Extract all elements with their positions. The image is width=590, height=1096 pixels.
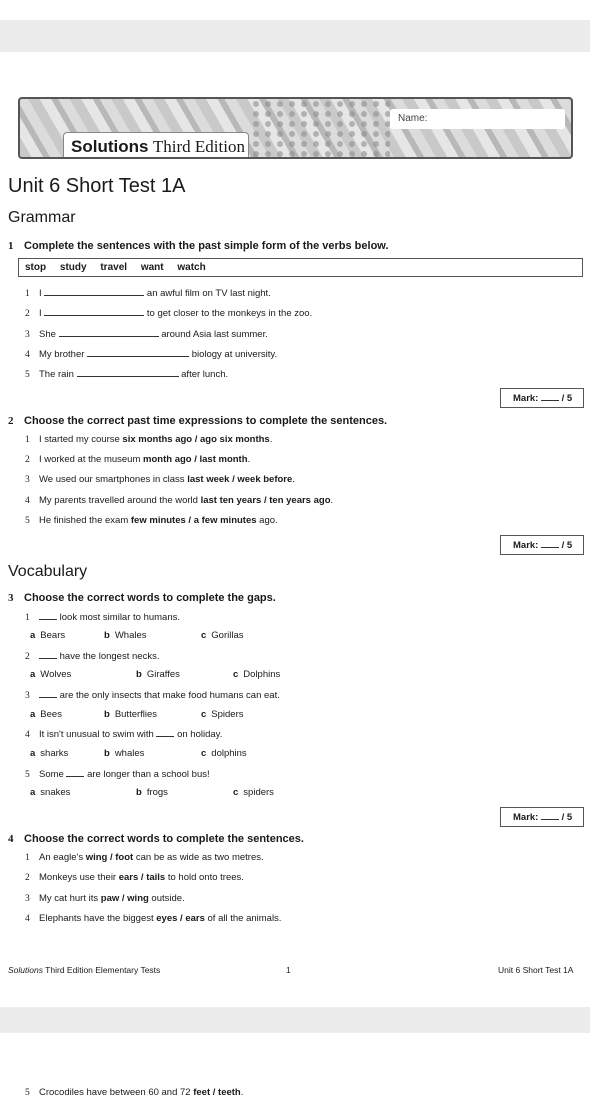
mark-box[interactable]: Mark: / 5 bbox=[500, 388, 584, 408]
answer-choices[interactable]: ears / tails bbox=[118, 872, 166, 883]
mark-box[interactable]: Mark: / 5 bbox=[500, 535, 584, 555]
page-title: Unit 6 Short Test 1A bbox=[8, 175, 186, 197]
q3-item: 3 are the only insects that make food humans can eat. bbox=[25, 690, 280, 701]
answer-blank[interactable] bbox=[39, 650, 57, 659]
answer-choices[interactable]: feet / teeth bbox=[193, 1087, 241, 1096]
brand-name: Solutions bbox=[71, 137, 149, 156]
question-1-heading bbox=[8, 240, 389, 252]
option-c[interactable]: c Spiders bbox=[201, 709, 244, 720]
q2-item: 5 He finished the exam few minutes / a few minutes ago. bbox=[25, 515, 278, 526]
option-b[interactable]: b Whales bbox=[104, 630, 147, 641]
answer-choices[interactable]: six months ago / ago six months bbox=[122, 434, 270, 445]
option-c[interactable]: c dolphins bbox=[201, 748, 247, 759]
q4-item: 1 An eagle's wing / foot can be as wide as two metres. bbox=[25, 852, 264, 863]
answer-blank[interactable] bbox=[44, 307, 144, 316]
header-banner bbox=[18, 97, 573, 159]
q2-item: 2 I worked at the museum month ago / last month. bbox=[25, 454, 251, 465]
banner-pattern bbox=[250, 99, 390, 159]
name-label: Name: bbox=[398, 113, 428, 124]
question-3-heading: 3 Choose the correct words to complete the gaps. bbox=[8, 592, 276, 604]
option-c[interactable]: c Dolphins bbox=[233, 669, 281, 680]
option-a[interactable]: a Wolves bbox=[30, 669, 72, 680]
answer-choices[interactable]: month ago / last month bbox=[143, 454, 248, 465]
answer-blank[interactable] bbox=[87, 348, 189, 357]
q3-item: 5 Some are longer than a school bus! bbox=[25, 769, 210, 780]
answer-blank[interactable] bbox=[156, 728, 174, 737]
footer-right: Unit 6 Short Test 1A bbox=[498, 965, 574, 975]
q1-item: 2 I to get closer to the monkeys in the zoo. bbox=[25, 308, 313, 319]
option-c[interactable]: c spiders bbox=[233, 787, 274, 798]
option-b[interactable]: b frogs bbox=[136, 787, 168, 798]
q3-item: 2 have the longest necks. bbox=[25, 651, 160, 662]
brand-edition: Third Edition bbox=[152, 137, 245, 156]
answer-blank[interactable] bbox=[66, 768, 84, 777]
document-page-1 bbox=[0, 52, 590, 1007]
answer-choices[interactable]: wing / foot bbox=[85, 852, 134, 863]
question-number: 1 bbox=[8, 240, 14, 252]
answer-choices[interactable]: last week / week before bbox=[187, 474, 293, 485]
word: stop bbox=[25, 262, 47, 273]
section-title-vocabulary: Vocabulary bbox=[8, 563, 88, 580]
option-b[interactable]: b Giraffes bbox=[136, 669, 180, 680]
option-b[interactable]: b Butterflies bbox=[104, 709, 158, 720]
question-4-heading: 4 Choose the correct words to complete the sentences. bbox=[8, 833, 304, 845]
question-instruction: Complete the sentences with the past simple form of the verbs below. bbox=[24, 240, 389, 252]
word: study bbox=[59, 262, 87, 273]
answer-blank[interactable] bbox=[39, 689, 57, 698]
brand-logo bbox=[63, 132, 249, 158]
answer-blank[interactable] bbox=[77, 368, 179, 377]
section-title-grammar: Grammar bbox=[8, 209, 76, 226]
answer-choices[interactable]: paw / wing bbox=[100, 893, 149, 904]
answer-choices[interactable]: few minutes / a few minutes bbox=[130, 515, 257, 526]
answer-choices[interactable]: eyes / ears bbox=[156, 913, 205, 924]
mark-box[interactable]: Mark: / 5 bbox=[500, 807, 584, 827]
option-a[interactable]: a snakes bbox=[30, 787, 71, 798]
answer-blank[interactable] bbox=[59, 328, 159, 337]
question-2-heading: 2 Choose the correct past time expressions to complete the sentences. bbox=[8, 415, 388, 427]
q3-item: 1 look most similar to humans. bbox=[25, 612, 181, 623]
document-page-2 bbox=[0, 1033, 590, 1096]
word: watch bbox=[177, 262, 206, 273]
footer-left: Solutions Third Edition Elementary Tests bbox=[8, 965, 161, 975]
q2-item: 1 I started my course six months ago / ago six months. bbox=[25, 434, 273, 445]
word-box bbox=[18, 258, 583, 277]
name-field[interactable] bbox=[390, 109, 565, 129]
q1-item: 5 The rain after lunch. bbox=[25, 369, 229, 380]
q4-item: 3 My cat hurt its paw / wing outside. bbox=[25, 893, 185, 904]
option-a[interactable]: a Bears bbox=[30, 630, 66, 641]
q4-item: 2 Monkeys use their ears / tails to hold onto trees. bbox=[25, 872, 244, 883]
q2-item: 3 We used our smartphones in class last week / week before. bbox=[25, 474, 295, 485]
q1-item: 4 My brother biology at university. bbox=[25, 349, 278, 360]
option-a[interactable]: a sharks bbox=[30, 748, 69, 759]
page-number: 1 bbox=[286, 965, 291, 975]
answer-blank[interactable] bbox=[44, 287, 144, 296]
answer-choices[interactable]: last ten years / ten years ago bbox=[200, 495, 331, 506]
answer-blank[interactable] bbox=[39, 611, 57, 620]
q1-item: 3 She around Asia last summer. bbox=[25, 329, 268, 340]
word: want bbox=[140, 262, 164, 273]
q1-item: 1 I an awful film on TV last night. bbox=[25, 288, 271, 299]
option-b[interactable]: b whales bbox=[104, 748, 145, 759]
word: travel bbox=[100, 262, 128, 273]
option-a[interactable]: a Bees bbox=[30, 709, 62, 720]
option-c[interactable]: c Gorillas bbox=[201, 630, 244, 641]
q3-item: 4 It isn't unusual to swim with on holiday. bbox=[25, 729, 223, 740]
q4-item: 5 Crocodiles have between 60 and 72 feet / teeth. bbox=[25, 1087, 244, 1096]
top-bar bbox=[0, 0, 590, 20]
q2-item: 4 My parents travelled around the world last ten years / ten years ago. bbox=[25, 495, 334, 506]
q4-item: 4 Elephants have the biggest eyes / ears of all the animals. bbox=[25, 913, 282, 924]
